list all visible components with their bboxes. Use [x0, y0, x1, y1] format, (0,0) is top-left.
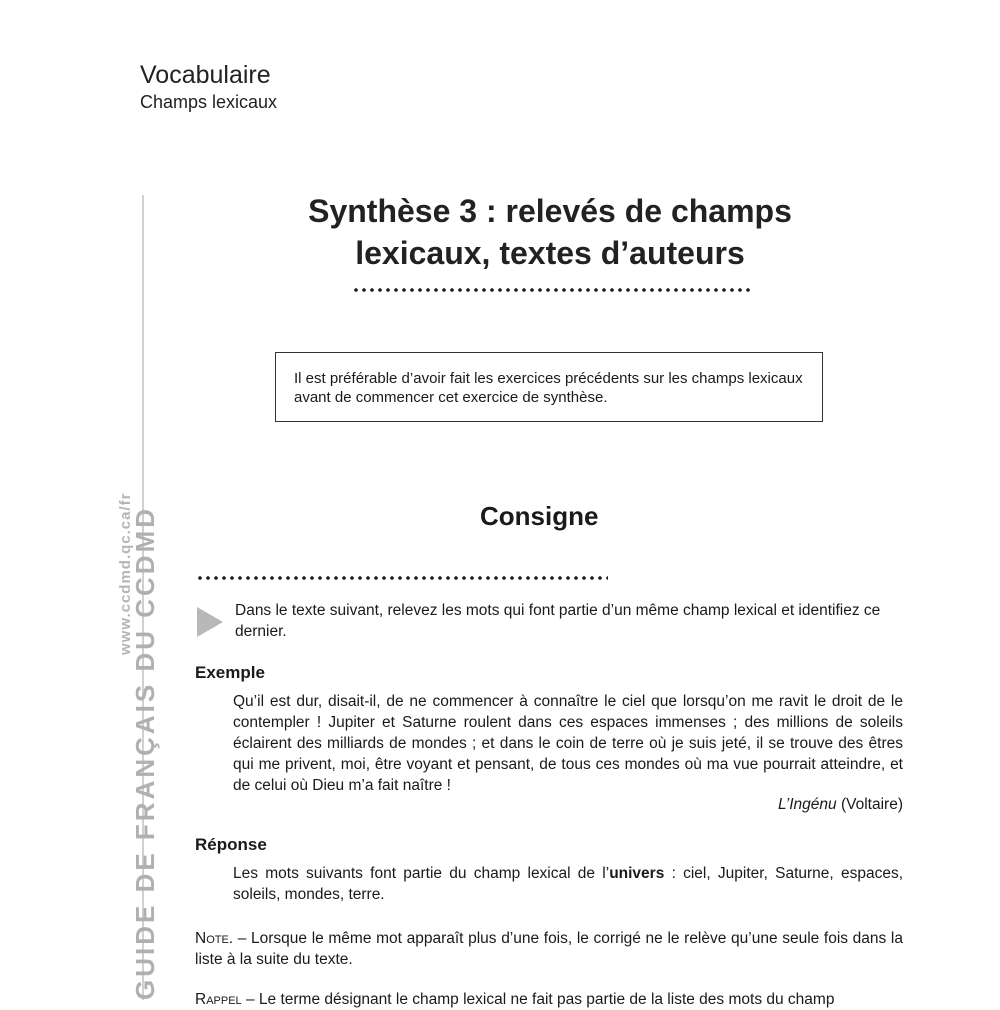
citation-author: (Voltaire) [840, 796, 903, 813]
rappel-text: – Le terme désignant le champ lexical ne fait pas partie de la liste des mots du champ [241, 991, 835, 1008]
page-title-line-2: lexicaux, textes d’auteurs [355, 235, 745, 271]
sidebar-brand: GUIDE DE FRANÇAIS DU CCDMD [130, 506, 160, 1000]
exemple-text: Qu’il est dur, disait-il, de ne commencer à connaître le ciel que lorsqu’on me ravit le droit de le contempler ! Jupiter et Saturne roulent dans ces espaces immenses ; des millions de soleils éclairent des milliards de mondes ; et dans le coin de terre où je suis jeté, il se trouve des êtres qui me privent, moi, être voyant et pensant, de tous ces mondes où ma vue pourrait atteindre, et de celui où Dieu m’a fait naître ! [233, 693, 903, 794]
reponse-keyword: univers [609, 865, 665, 882]
sidebar-url: www.ccdmd.qc.ca/fr [117, 492, 134, 655]
prerequisite-note-text: Il est préférable d’avoir fait les exercices précédents sur les champs lexicaux avant de commencer cet exercice de synthèse. [294, 370, 803, 406]
citation-work: L’Ingénu [778, 796, 837, 813]
note-label: Note. [195, 930, 234, 947]
consigne-heading: Consigne [480, 501, 599, 531]
reponse-text-before: Les mots suivants font partie du champ lexical de l’ [233, 865, 610, 882]
prerequisite-note-box [275, 352, 823, 422]
page-header [140, 60, 277, 114]
title-dotted-divider [352, 287, 752, 293]
note-paragraph [195, 928, 903, 970]
reponse-text-after: : ciel, Jupiter, Saturne, espaces, soleils, mondes, terre. [233, 865, 903, 903]
exemple-label: Exemple [195, 663, 265, 682]
rappel-label: Rappel [195, 991, 242, 1008]
note-text: – Lorsque le même mot apparaît plus d’une fois, le corrigé ne le relève qu’une seule fois dans la liste à la suite du texte. [195, 930, 903, 968]
page-title [240, 190, 860, 274]
reponse-label: Réponse [195, 835, 267, 854]
consigne-instruction: Dans le texte suivant, relevez les mots qui font partie d’un même champ lexical et identifiez ce dernier. [235, 602, 881, 640]
play-arrow-icon [197, 607, 223, 637]
consigne-dotted-divider [196, 575, 608, 581]
subsection-title: Champs lexicaux [140, 92, 278, 112]
reponse-text [233, 863, 903, 905]
section-title: Vocabulaire [140, 61, 271, 89]
page-title-line-1: Synthèse 3 : relevés de champs [308, 193, 792, 229]
exemple-citation [600, 794, 903, 815]
